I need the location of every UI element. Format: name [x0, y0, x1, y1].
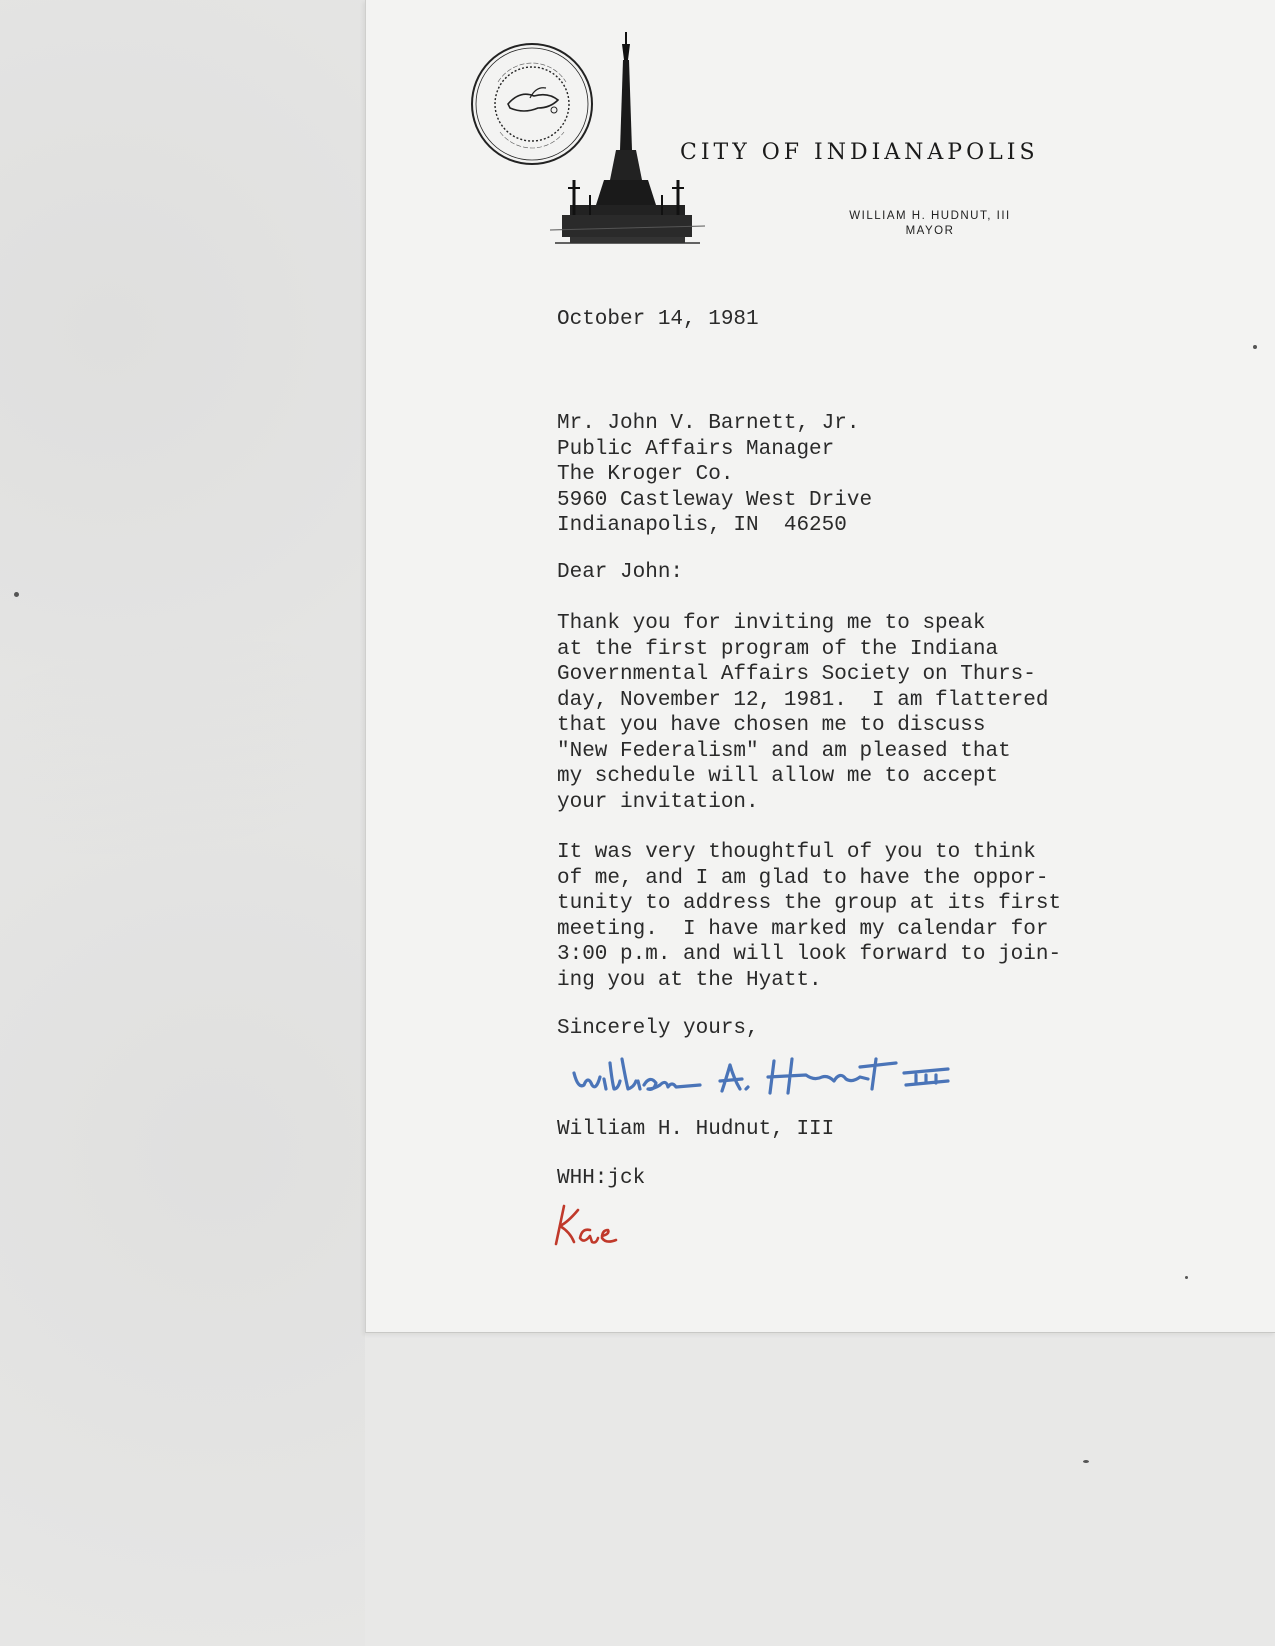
paragraph-line: ing you at the Hyatt.	[557, 968, 822, 992]
typist-initials: WHH:jck	[557, 1167, 646, 1190]
paragraph-line: "New Federalism" and am pleased that	[557, 739, 1011, 763]
address-line: Public Affairs Manager	[557, 437, 835, 461]
letterhead-title: CITY OF INDIANAPOLIS	[680, 140, 1039, 165]
recipient-address	[557, 411, 872, 539]
body-paragraph-2	[557, 840, 1061, 993]
paper-speck	[14, 592, 19, 597]
paragraph-line: day, November 12, 1981. I am flattered	[557, 688, 1049, 712]
letterhead-mayor-name: WILLIAM H. HUDNUT, III	[849, 210, 1011, 222]
paragraph-line: Thank you for inviting me to speak	[557, 612, 986, 635]
paper-speck	[1253, 345, 1257, 349]
paragraph-line: at the first program of the Indiana	[557, 637, 999, 661]
address-line: Indianapolis, IN 46250	[557, 514, 847, 537]
paragraph-line: 3:00 p.m. and will look forward to join-	[557, 943, 1062, 966]
signer-name: William H. Hudnut, III	[557, 1118, 835, 1141]
paragraph-line: your invitation.	[557, 790, 759, 814]
paragraph-line: that you have chosen me to discuss	[557, 714, 986, 737]
letter-date: October 14, 1981	[557, 308, 759, 331]
address-line: Mr. John V. Barnett, Jr.	[557, 412, 860, 435]
background-sheet	[0, 0, 365, 1646]
paragraph-line: meeting. I have marked my calendar for	[557, 917, 1049, 941]
paragraph-line: Governmental Affairs Society on Thurs-	[557, 663, 1036, 686]
paragraph-line: It was very thoughtful of you to think	[557, 841, 1036, 864]
salutation: Dear John:	[557, 561, 684, 584]
background-sheet-bottom	[365, 1332, 1275, 1646]
body-paragraph-1	[557, 611, 1048, 815]
paper-speck	[1083, 1460, 1089, 1463]
handwritten-note	[550, 1200, 640, 1250]
paper-speck	[1185, 1276, 1188, 1279]
letterhead-mayor-title: MAYOR	[905, 225, 955, 237]
paragraph-line: of me, and I am glad to have the oppor-	[557, 866, 1049, 890]
handwritten-signature	[570, 1045, 990, 1105]
closing: Sincerely yours,	[557, 1017, 759, 1040]
address-line: 5960 Castleway West Drive	[557, 488, 873, 512]
paragraph-line: tunity to address the group at its first	[557, 892, 1062, 915]
address-line: The Kroger Co.	[557, 463, 734, 486]
paragraph-line: my schedule will allow me to accept	[557, 765, 999, 788]
